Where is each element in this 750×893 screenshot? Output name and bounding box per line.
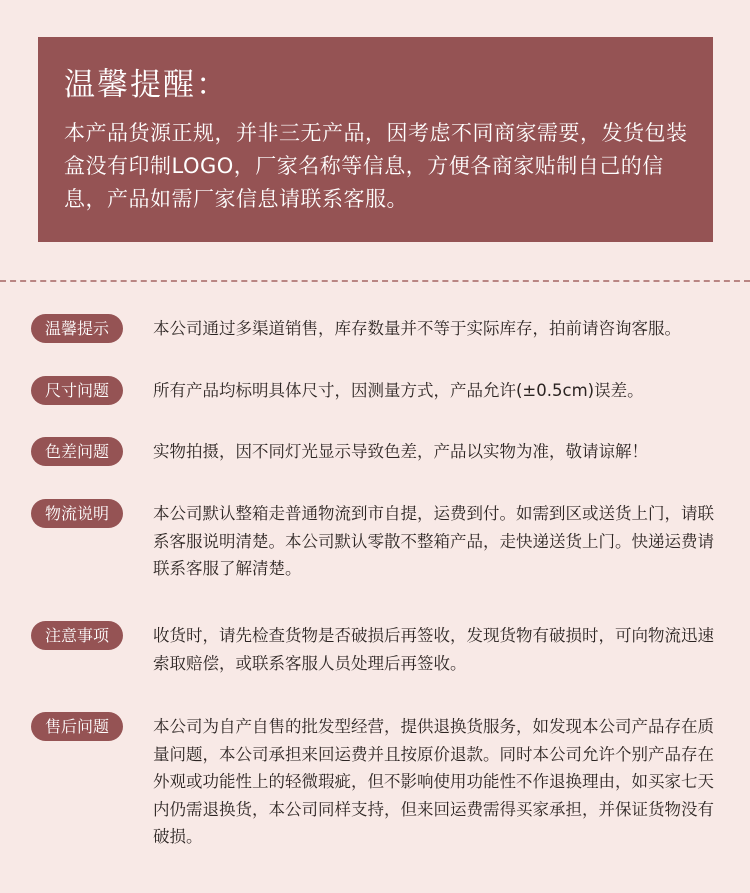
notice-box xyxy=(38,37,713,242)
policy-text: 本公司为自产自售的批发型经营，提供退换货服务，如发现本公司产品存在质量问题，本公司承担来回运费并且按原价退款。同时本公司允许个别产品存在外观或功能性上的轻微瑕疵，但不影响使用功能性不作退换理由，如买家七天内仍需退换货，本公司同样支持，但来回运费需得买家承担，并保证货物没有破损。 xyxy=(153,717,714,846)
notice-body: 本产品货源正规，并非三无产品，因考虑不同商家需要，发货包装盒没有印制LOGO，厂家名称等信息，方便各商家贴制自己的信息，产品如需厂家信息请联系客服。 xyxy=(64,121,688,211)
policy-text: 本公司通过多渠道销售，库存数量并不等于实际库存，拍前请咨询客服。 xyxy=(153,319,681,338)
policy-tag: 物流说明 xyxy=(31,499,123,528)
dashed-divider xyxy=(0,280,750,282)
policy-tag: 温馨提示 xyxy=(31,314,123,343)
policy-tag: 注意事项 xyxy=(31,621,123,650)
policy-text: 本公司默认整箱走普通物流到市自提，运费到付。如需到区或送货上门，请联系客服说明清楚。本公司默认零散不整箱产品，走快递送货上门。快递运费请联系客服了解清楚。 xyxy=(153,504,714,578)
policy-text: 所有产品均标明具体尺寸，因测量方式，产品允许(±0.5cm)误差。 xyxy=(153,381,644,400)
policy-text: 实物拍摄，因不同灯光显示导致色差，产品以实物为准，敬请谅解！ xyxy=(153,442,648,461)
policy-tag: 尺寸问题 xyxy=(31,376,123,405)
policy-text: 收货时，请先检查货物是否破损后再签收，发现货物有破损时，可向物流迅速索取赔偿，或联系客服人员处理后再签收。 xyxy=(153,626,714,673)
policy-tag: 售后问题 xyxy=(31,712,123,741)
notice-title: 温馨提醒： xyxy=(64,67,229,103)
policy-tag: 色差问题 xyxy=(31,437,123,466)
